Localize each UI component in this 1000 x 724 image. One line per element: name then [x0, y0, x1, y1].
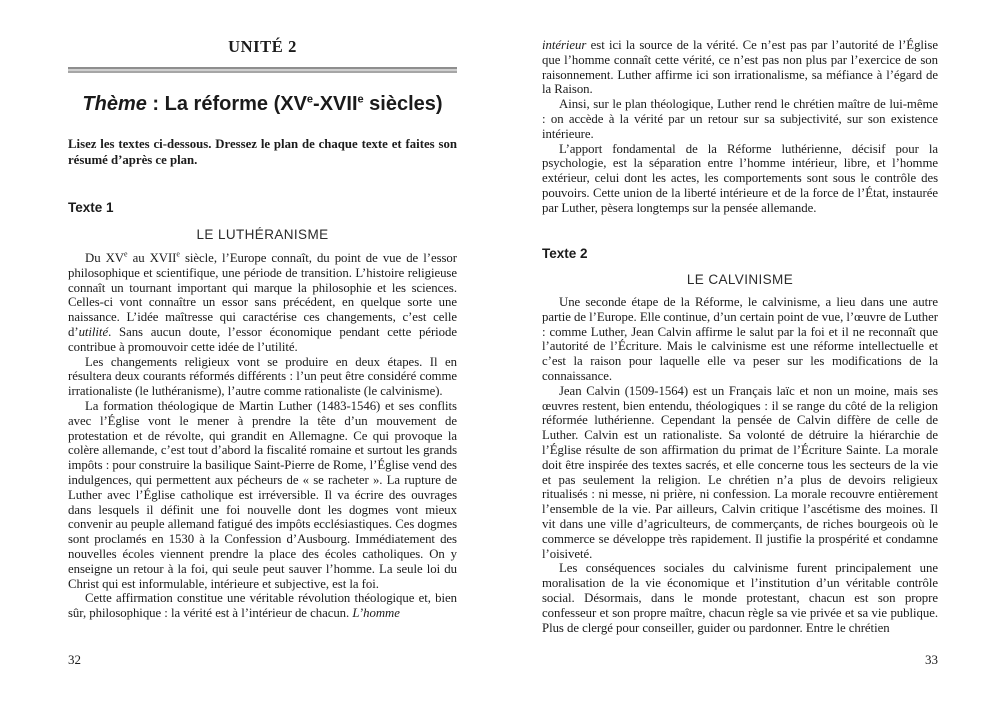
paragraph: Les changements religieux vont se produire en deux étapes. Il en résultera deux courants réformés différents : l’un peut être considéré comme irrationaliste (le luthéranisme), l’autre comme rationaliste (le calvinisme). [68, 354, 457, 399]
instructions-text: Lisez les textes ci-dessous. Dressez le plan de chaque texte et faites son résumé d’après ce plan. [68, 137, 457, 167]
paragraph: Une seconde étape de la Réforme, le calvinisme, a lieu dans une autre partie de l’Europe. Elle continue, d’un certain point de vue, l’œuvre de Luther : comme Luther, Jean Calvin affirme le salut par la foi et il ne reconnaît que l’autorité de l’Écriture. Mais le calvinisme est une réforme intellectuelle et c’est la raison pour laquelle elle va peser sur les modifications de la connaissance. [542, 295, 938, 383]
paragraph: Cette affirmation constitue une véritable révolution théologique et, bien sûr, philosophique : la vérité est à l’intérieur de chacun. L’homme [68, 591, 457, 621]
paragraph: intérieur est ici la source de la vérité. Ce n’est pas par l’autorité de l’Église que l’homme connaît cette vérité, ce n’est pas non plus par l’exercice de son raisonnement. Luther affirme ici son irrationalisme, sa méfiance à l’égard de la Raison. [542, 38, 938, 97]
page-right [542, 0, 938, 724]
paragraph: L’apport fondamental de la Réforme luthérienne, décisif pour la psychologie, est la séparation entre l’homme intérieur, libre, et l’homme extérieur, celui dont les actes, les comportements sont sous le contrôle des pouvoirs. Cette union de la liberté intérieure et de la force de l’État, instaurée par Luther, pèsera longtemps sur la pensée allemande. [542, 141, 938, 215]
paragraph: Ainsi, sur le plan théologique, Luther rend le chrétien maître de lui-même : on accède à la vérité par un retour sur sa subjectivité, sur son existence intérieure. [542, 97, 938, 141]
texte2-body [542, 295, 938, 635]
paragraph: Jean Calvin (1509-1564) est un Français laïc et non un moine, mais ses œuvres restent, bien entendu, théologiques : il se range du côté de la religion réformée luthérienne. Cependant la pensée de Calvin diffère de celle de Luther. Calvin est un rationaliste. Sa volonté de détruire la hiérarchie de l’Église résulte de son affirmation du primat de l’Écriture Sainte. La morale doit être inspirée des textes sacrés, et elle concerne tous les secteurs de la vie et pas seulement la religion. Le chrétien n’a plus de devoirs religieux ritualisés : ni messe, ni prière, ni confession. La morale recouvre entièrement l’ensemble de la vie. Par ailleurs, Calvin critique l’ascétisme des moines. Il vit dans une ville d’agriculteurs, de commerçants, de riches bourgeois où le commerce se développe très rapidement. Il justifie la prospérité et condamne l’oisiveté. [542, 383, 938, 561]
paragraph: Du XVe au XVIIe siècle, l’Europe connaît, du point de vue de l’essor philosophique et scientifique, une période de transition. L’histoire religieuse connaît un tournant important qui marque la philosophie et les sciences. Celles-ci vont connaître un essor sans précédent, en quelque sorte une naissance. L’idée maîtresse qui caractérise ces changements, c’est celle d’utilité. Sans aucun doute, l’essor économique pendant cette période contribue à promouvoir cette idée de l’utilité. [68, 249, 457, 354]
texte1-body [68, 251, 457, 621]
texte2-heading: LE CALVINISME [686, 272, 794, 287]
paragraph: Les conséquences sociales du calvinisme furent principalement une moralisation de la vie économique et l’institution d’un véritable contrôle social. Désormais, dans le monde protestant, chacun est son propre confesseur et son propre maître, chacun règle sa vie privée et sa vie publique. Plus de clergé pour conseiller, guider ou pardonner. Entre le chrétien [542, 561, 938, 635]
paragraph: La formation théologique de Martin Luther (1483-1546) et ses conflits avec l’Église vont le mener à prendre la tête d’un mouvement de protestation et de révolte, qui grandit en Allemagne. Ce qui provoque la colère allemande, c’est tout d’abord la fiscalité romaine et surtout les grands impôts : pour construire la basilique Saint-Pierre de Rome, l’Église vend des indulgences, qui permettent aux pécheurs de « se racheter ». La rupture de Luther avec l’Église catholique est irréversible. Il va écrire des ouvrages dans lesquels il définit une foi nouvelle dont les dogmes vont mieux convenir au peuple allemand fatigué des impôts ecclésiastiques. Ces dogmes sont proclamés en 1530 à la Confession d’Ausbourg. Immédiatement des nouvelles écoles viennent prendre la place des écoles catholiques. On y enseigne un retour à la foi, qui seule peut sauver l’homme. La seule loi du Christ qui est informulable, intérieure et subjective, est la foi. [68, 398, 457, 591]
texte2-label: Texte 2 [542, 246, 588, 261]
page-number-right: 33 [925, 652, 938, 667]
page-number-left: 32 [68, 652, 81, 667]
header-rule [68, 67, 457, 73]
theme-title: Thème : La réforme (XVe-XVIIe siècles) [82, 93, 443, 115]
page-left [68, 0, 457, 724]
unit-title: UNITÉ 2 [228, 37, 297, 56]
texte1-label: Texte 1 [68, 200, 114, 215]
texte1-heading: LE LUTHÉRANISME [196, 227, 329, 242]
texte1-body-continued [542, 38, 938, 216]
